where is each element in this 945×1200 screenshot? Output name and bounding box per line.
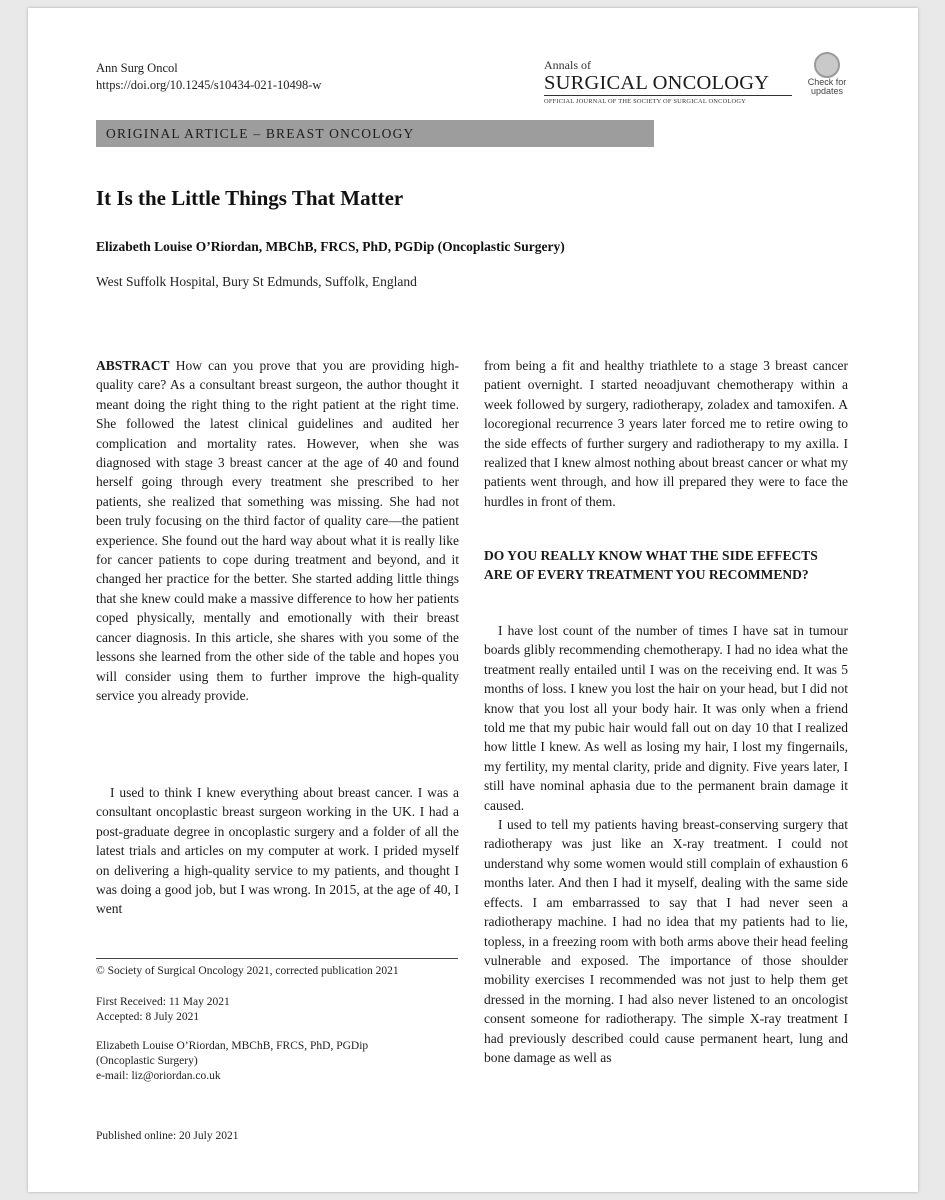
right-column-body xyxy=(484,621,848,1067)
author-line: Elizabeth Louise O’Riordan, MBChB, FRCS, PhD, PGDip (Oncoplastic Surgery) xyxy=(96,239,565,254)
section-heading: DO YOU REALLY KNOW WHAT THE SIDE EFFECTS ARE OF EVERY TREATMENT YOU RECOMMEND? xyxy=(484,548,818,583)
published-date: Published online: 20 July 2021 xyxy=(96,1130,239,1142)
section-bar xyxy=(96,120,654,147)
corresponding-author: Elizabeth Louise O’Riordan, MBChB, FRCS, PhD, PGDip (Oncoplastic Surgery) xyxy=(96,1040,369,1067)
doi-link[interactable]: https://doi.org/10.1245/s10434-021-10498-w xyxy=(96,78,322,92)
article-page xyxy=(28,8,918,1192)
footnote-divider xyxy=(96,958,458,959)
abstract-text: How can you prove that you are providing high-quality care? As a consultant breast surgeon, the author thought it meant doing the right thing to the right patient at the right time. She followed the latest clinical guidelines and audited her complication and mortality rates. However, when she was diagnosed with stage 3 breast cancer at the age of 40 and found herself going through every treatment she prescribed to her patients, she realized that something was missing. She had not been truly focusing on the third factor of quality care—the patient experience. She found out the hard way about what it is really like for cancer patients to cope during treatment and beyond, and it changed her practice for the better. She started adding little things that she knew could make a massive difference to how her patients coped physically, mentally and emotionally with their breast cancer diagnosis. In this article, she shares with you some of the lessons she learned from the other side of the table and hopes you will consider using them to further improve the high-quality service you already provide. xyxy=(96,358,460,703)
check-updates-icon xyxy=(814,52,840,78)
journal-logo xyxy=(544,58,792,105)
logo-subtitle: OFFICIAL JOURNAL OF THE SOCIETY OF SURGICAL ONCOLOGY xyxy=(544,98,746,105)
logo-title: SURGICAL ONCOLOGY xyxy=(544,73,792,96)
journal-header xyxy=(96,60,321,94)
dates-note xyxy=(96,995,230,1025)
abstract xyxy=(96,356,459,705)
affiliation: West Suffolk Hospital, Bury St Edmunds, Suffolk, England xyxy=(96,274,417,289)
accepted-date: Accepted: 8 July 2021 xyxy=(96,1011,200,1023)
journal-abbrev: Ann Surg Oncol xyxy=(96,61,178,75)
badge-line1: Check for xyxy=(807,77,847,87)
logo-small-text: Annals of xyxy=(544,58,591,72)
continuation-paragraph: from being a fit and healthy triathlete to a stage 3 breast cancer patient overnight. I started neoadjuvant chemotherapy within a week followed by surgery, radiotherapy, zoladex and tamoxifen. A locoregional recurrence 3 years later forced me to retire owing to the side effects of further surgery and radiotherapy to my axilla. I realized that I knew almost nothing about breast cancer or what my patients went through, and how ill prepared they were to face the hurdles in front of them. xyxy=(484,358,848,509)
email-link[interactable]: e-mail: liz@oriordan.co.uk xyxy=(96,1070,221,1082)
intro-section xyxy=(96,783,459,919)
article-title: It Is the Little Things That Matter xyxy=(96,186,404,210)
check-for-updates-badge[interactable] xyxy=(804,52,850,96)
body-paragraph: I have lost count of the number of times I have sat in tumour boards glibly recommending chemotherapy. I had no idea what the treatment really entailed until I was on the receiving end. It was 5 months of loss. I knew you lost the hair on your head, but I did not know that you lost all your body hair. It was only when a friend told me that my pubic hair would fall out on day 10 that I realized how little I knew. As well as losing my hair, I lost my fingernails, my fertility, my mental clarity, pride and dignity. Five years later, I still have nominal aphasia due to the permanent brain damage it caused. xyxy=(484,623,848,813)
section-label: ORIGINAL ARTICLE – BREAST ONCOLOGY xyxy=(106,126,415,141)
intro-paragraph: I used to think I knew everything about breast cancer. I was a consultant oncoplastic breast surgeon working in the UK. I had a post-graduate degree in oncoplastic surgery and a folder of all the latest trials and articles on my computer at work. I prided myself on delivering a high-quality service to my patients, and thought I was doing a good job, but I was wrong. In 2015, at the age of 40, I went xyxy=(96,785,459,917)
right-column-continuation xyxy=(484,356,848,511)
badge-line2: updates xyxy=(810,86,844,96)
abstract-label: ABSTRACT xyxy=(96,358,170,373)
received-date: First Received: 11 May 2021 xyxy=(96,996,230,1008)
body-paragraph: I used to tell my patients having breast-conserving surgery that radiotherapy was just like an X-ray treatment. I could not understand why some women would still complain of exhaustion 6 months later. And then I had it myself, dealing with the same side effects. I am embarrassed to say that I had never seen a radiotherapy machine. I had no idea that my patients had to lie, topless, in a freezing room with both arms above their head feeling vulnerable and exposed. The importance of those shoulder mobility exercises I recommended was not just to help them get dressed in the morning. I had also never listened to an oncologist consent someone for radiotherapy. The simple X-ray treatment I had previously described could cause permanent heart, lung and bone damage as well as xyxy=(484,817,848,1065)
copyright-note: © Society of Surgical Oncology 2021, corrected publication 2021 xyxy=(96,965,399,977)
correspondence-note xyxy=(96,1039,416,1084)
